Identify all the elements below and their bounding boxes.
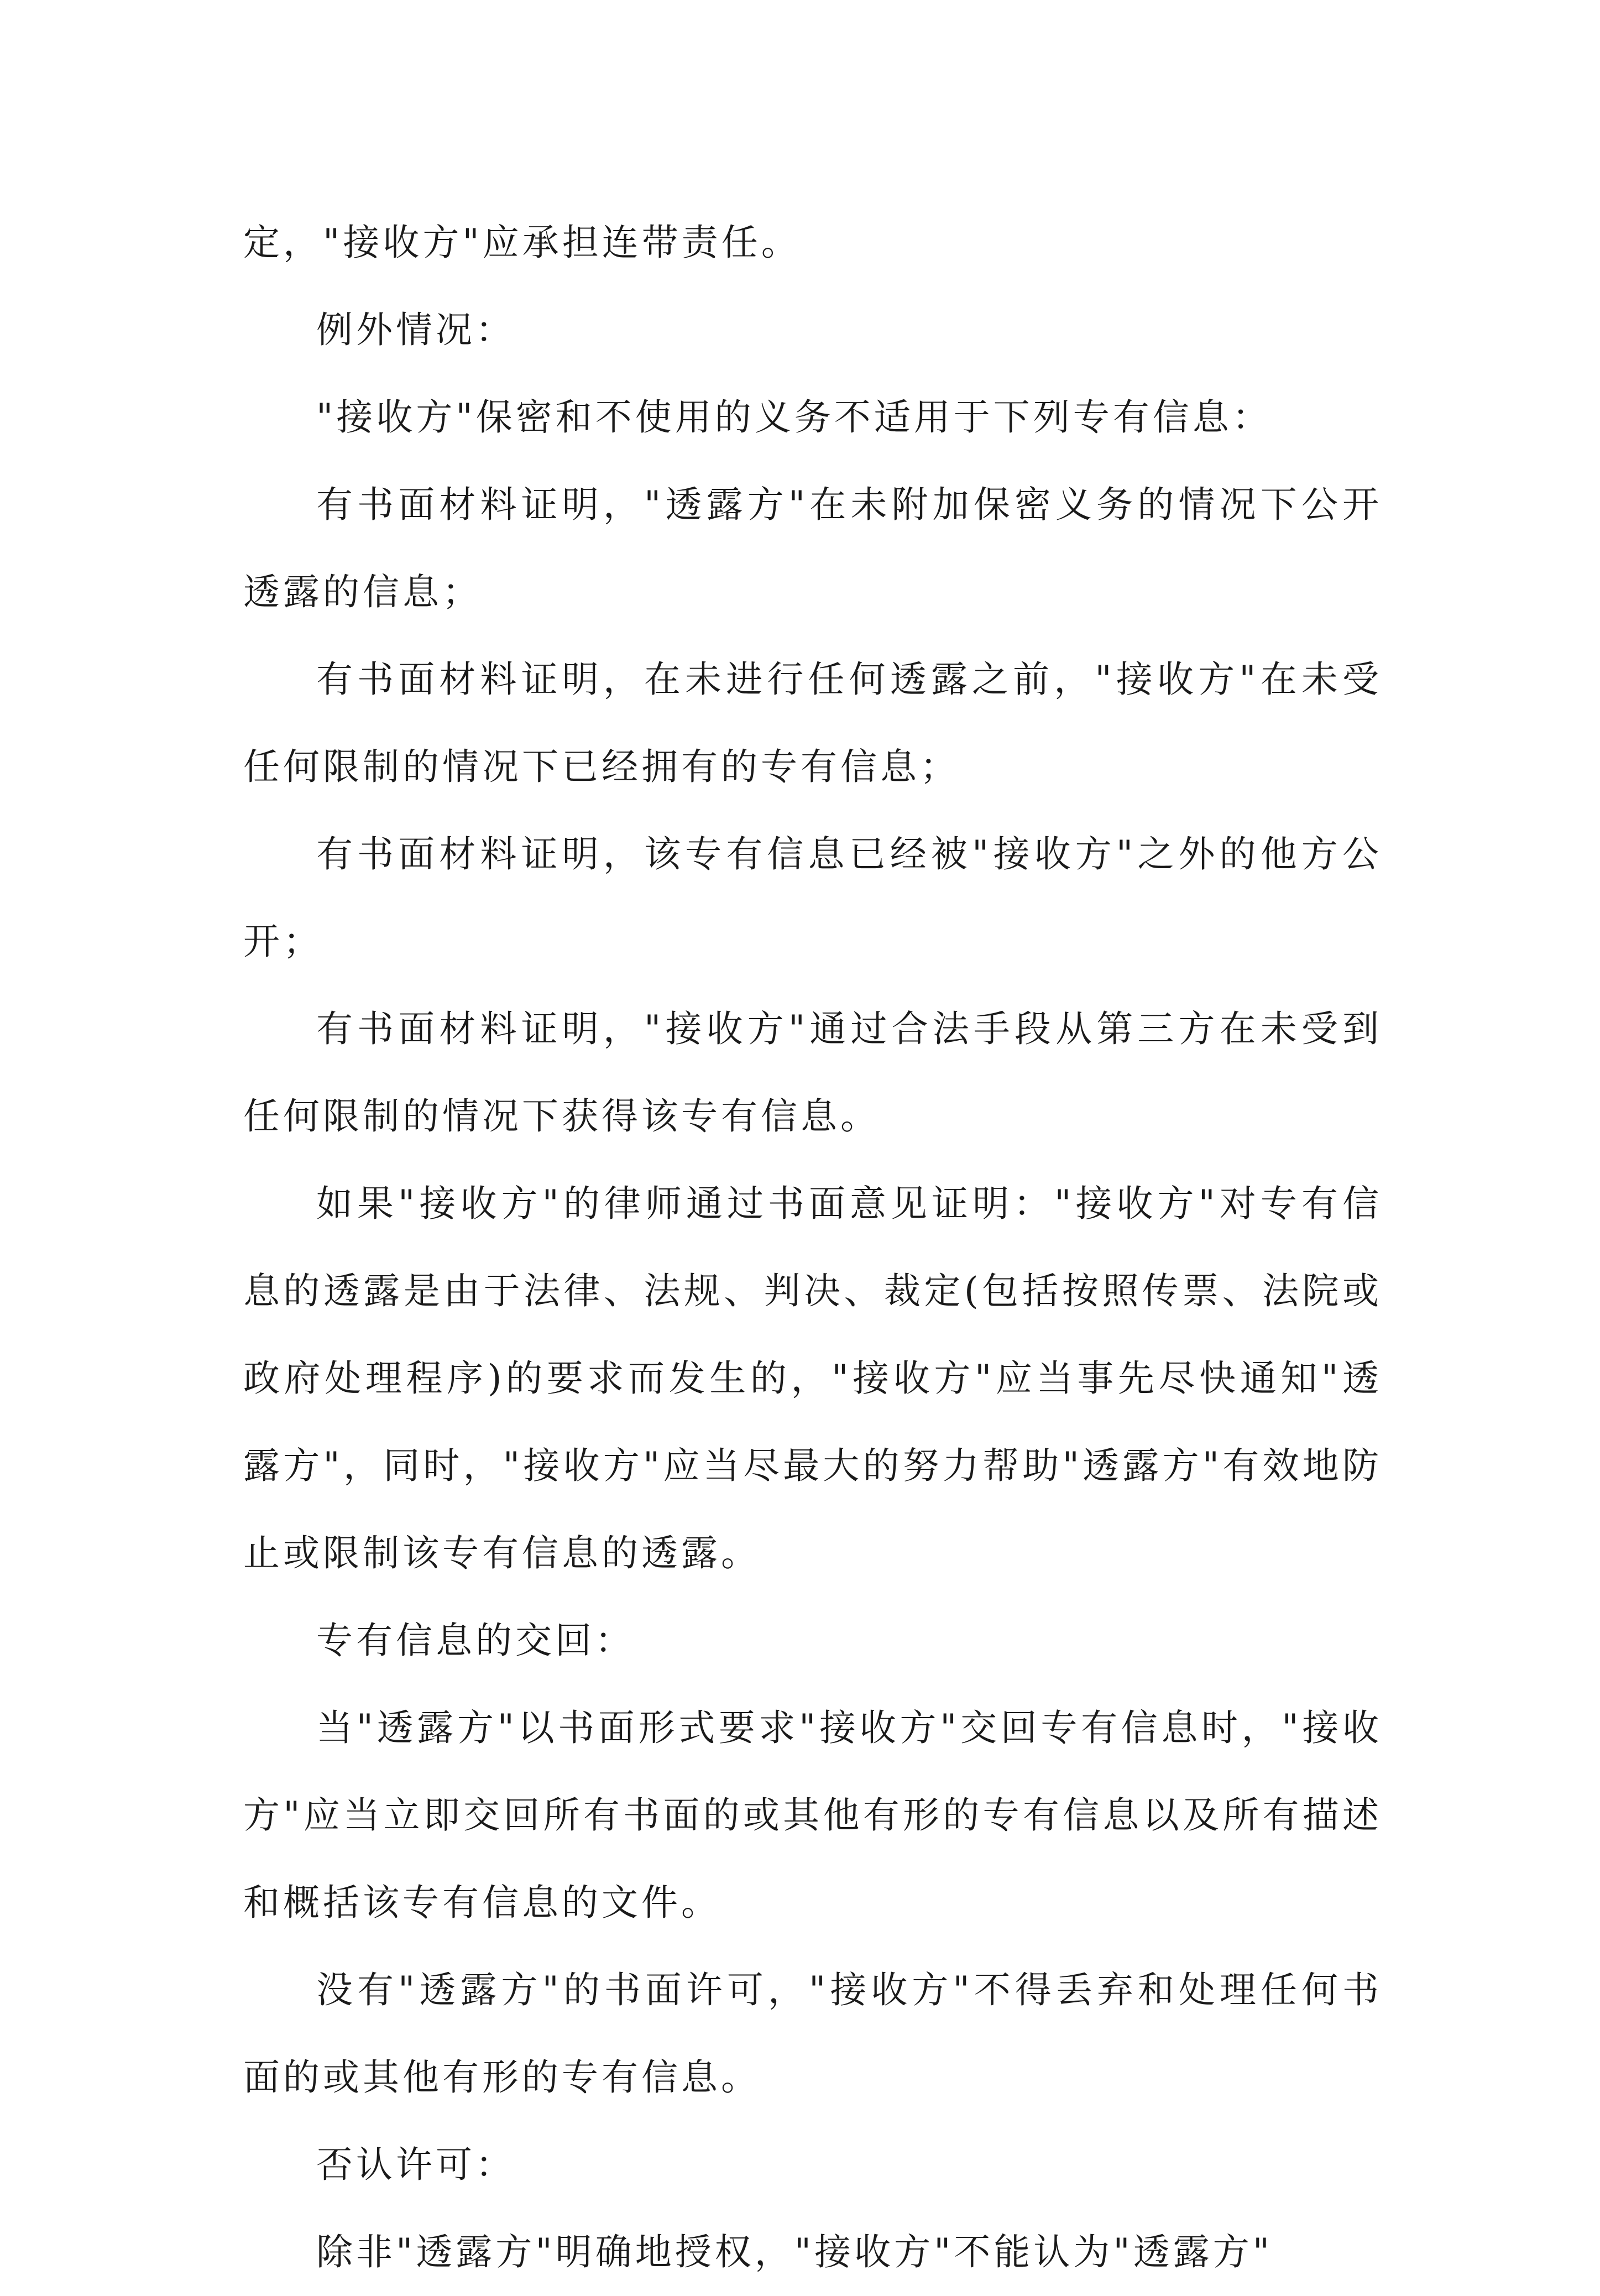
document-body: [243, 199, 1382, 2296]
paragraph-2: 例外情况：: [316, 309, 515, 351]
paragraph-11: 没有"透露方"的书面许可，"接收方"不得丢弃和处理任何书面的或其他有形的专有信息。: [243, 1969, 1382, 2099]
paragraph-10: 当"透露方"以书面形式要求"接收方"交回专有信息时，"接收方"应当立即交回所有书面的或其他有形的专有信息以及所有描述和概括该专有信息的文件。: [243, 1707, 1382, 1924]
paragraph-7: 有书面材料证明，"接收方"通过合法手段从第三方在未受到任何限制的情况下获得该专有信息。: [243, 1008, 1382, 1137]
paragraph-9: 专有信息的交回：: [316, 1619, 635, 1662]
paragraph-4: 有书面材料证明，"透露方"在未附加保密义务的情况下公开透露的信息；: [243, 483, 1382, 613]
paragraph-1: 定，"接收方"应承担连带责任。: [243, 221, 801, 264]
paragraph-3: "接收方"保密和不使用的义务不适用于下列专有信息：: [316, 396, 1272, 439]
paragraph-12: 否认许可：: [316, 2143, 515, 2186]
paragraph-8: 如果"接收方"的律师通过书面意见证明："接收方"对专有信息的透露是由于法律、法规、判决、裁定(包括按照传票、法院或政府处理程序)的要求而发生的，"接收方"应当事先尽快通知"透露方"，同时，"接收方"应当尽最大的努力帮助"透露方"有效地防止或限制该专有信息的透露。: [243, 1182, 1382, 1574]
paragraph-5: 有书面材料证明，在未进行任何透露之前，"接收方"在未受任何限制的情况下已经拥有的专有信息；: [243, 658, 1382, 788]
paragraph-13: 除非"透露方"明确地授权，"接收方"不能认为"透露方": [316, 2231, 1273, 2273]
paragraph-6: 有书面材料证明，该专有信息已经被"接收方"之外的他方公开；: [243, 833, 1382, 963]
